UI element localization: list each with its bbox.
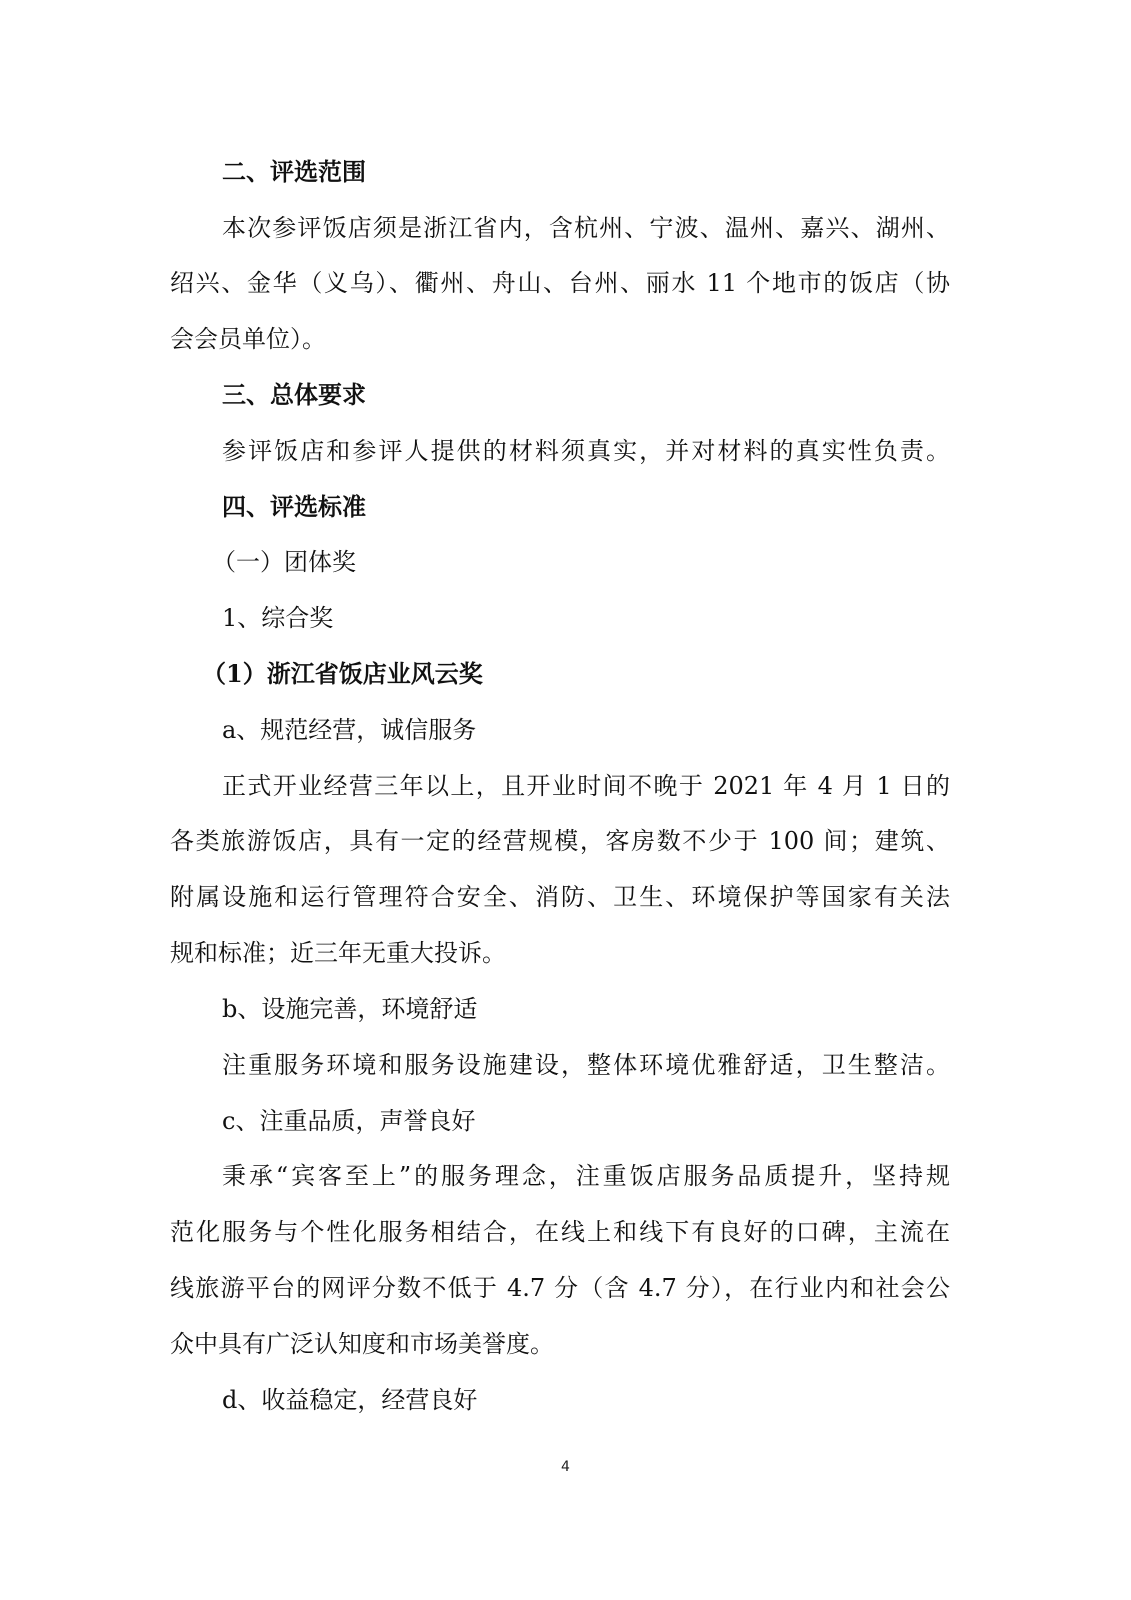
paragraph-line: 规和标准；近三年无重大投诉。 <box>170 939 506 967</box>
section-heading-standards: 四、评选标准 <box>222 492 366 521</box>
paragraph-line: 注重服务环境和服务设施建设，整体环境优雅舒适，卫生整洁。 <box>222 1051 950 1079</box>
award-heading: （1）浙江省饭店业风云奖 <box>202 659 483 688</box>
paragraph-line: 范化服务与个性化服务相结合，在线上和线下有良好的口碑，主流在 <box>170 1218 950 1246</box>
paragraph-line: 众中具有广泛认知度和市场美誉度。 <box>170 1330 554 1358</box>
paragraph-line: 各类旅游饭店，具有一定的经营规模，客房数不少于 100 间；建筑、 <box>170 827 950 855</box>
criterion-heading-b: b、设施完善，环境舒适 <box>222 995 478 1023</box>
paragraph-line: 本次参评饭店须是浙江省内，含杭州、宁波、温州、嘉兴、湖州、 <box>222 214 950 242</box>
item-heading: 1、综合奖 <box>222 604 334 632</box>
criterion-heading-c: c、注重品质，声誉良好 <box>222 1107 476 1135</box>
paragraph-line: 正式开业经营三年以上，且开业时间不晚于 2021 年 4 月 1 日的 <box>222 772 950 800</box>
paragraph-line: 线旅游平台的网评分数不低于 4.7 分（含 4.7 分），在行业内和社会公 <box>170 1274 950 1302</box>
paragraph-line: 秉承“宾客至上”的服务理念，注重饭店服务品质提升，坚持规 <box>222 1162 950 1190</box>
subsection-heading: （一）团体奖 <box>212 548 356 576</box>
criterion-heading-a: a、规范经营，诚信服务 <box>222 716 477 744</box>
paragraph-line: 附属设施和运行管理符合安全、消防、卫生、环境保护等国家有关法 <box>170 883 950 911</box>
section-heading-scope: 二、评选范围 <box>222 157 366 186</box>
paragraph-line: 绍兴、金华（义乌）、衢州、舟山、台州、丽水 11 个地市的饭店（协 <box>170 269 950 297</box>
page-number: 4 <box>561 1459 570 1475</box>
criterion-heading-d: d、收益稳定，经营良好 <box>222 1386 478 1414</box>
paragraph-line: 参评饭店和参评人提供的材料须真实，并对材料的真实性负责。 <box>222 437 950 465</box>
section-heading-requirements: 三、总体要求 <box>222 380 366 409</box>
paragraph-line: 会会员单位）。 <box>170 325 326 353</box>
